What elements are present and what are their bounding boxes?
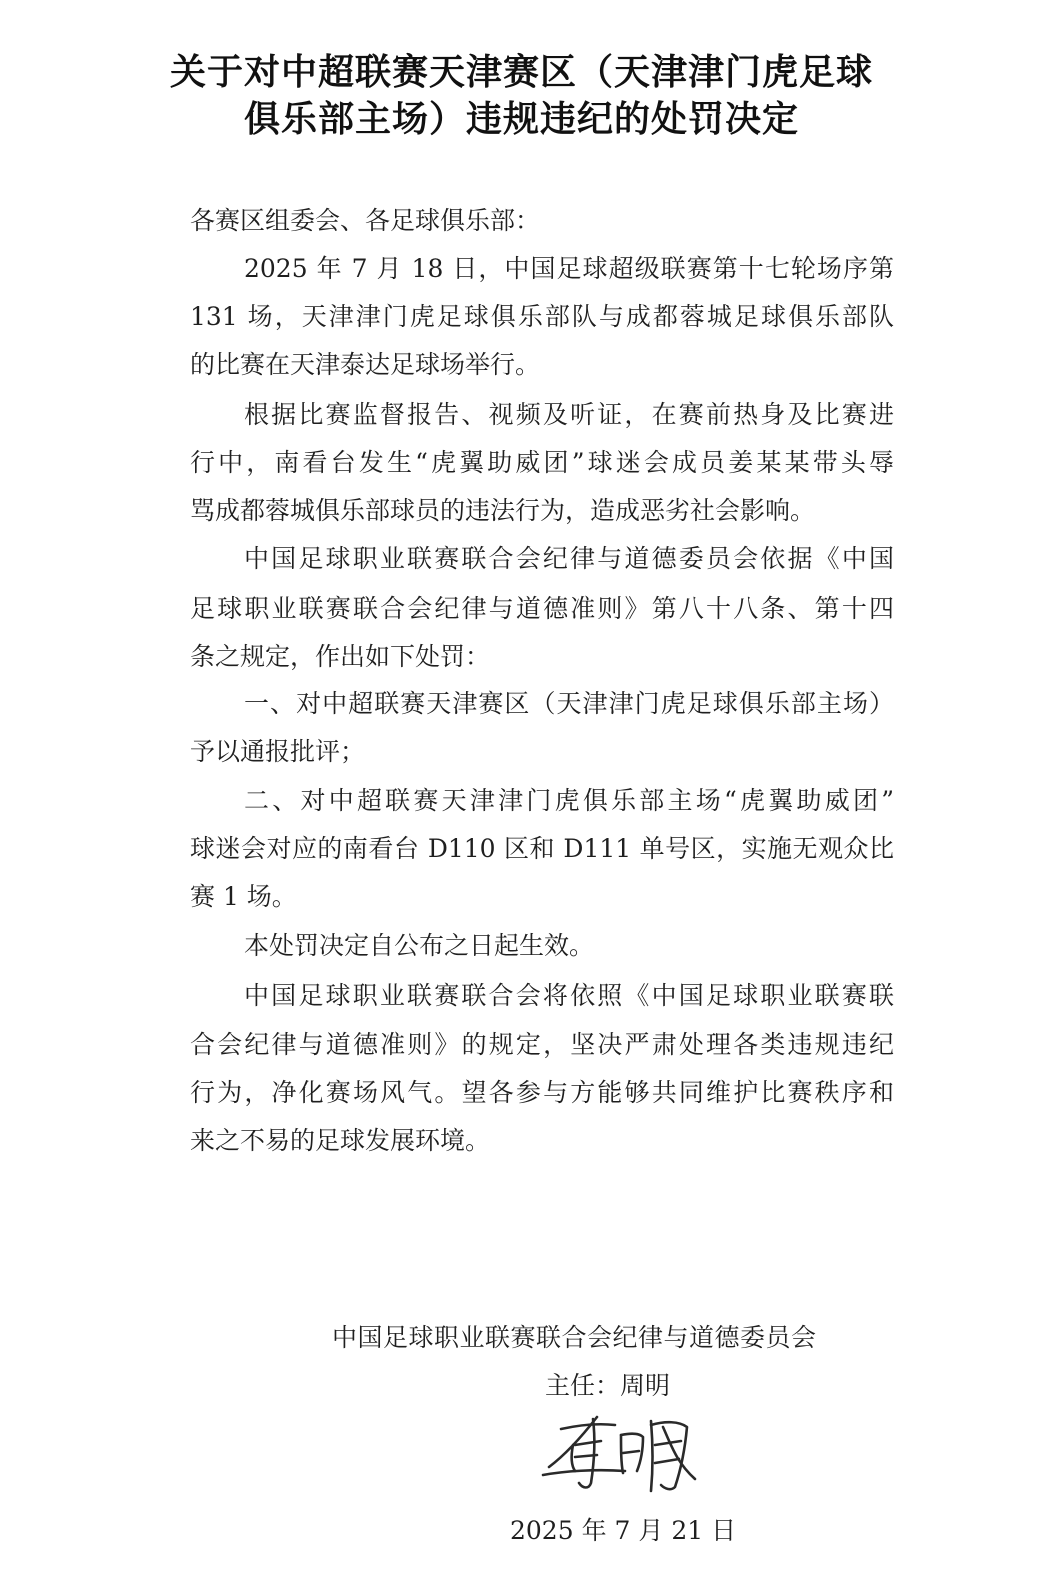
- document-title-line-1: 关于对中超联赛天津赛区（天津津门虎足球: [169, 51, 873, 93]
- body-line: 行为，净化赛场风气。望各参与方能够共同维护比赛秩序和: [190, 1078, 894, 1107]
- body-line: 131 场，天津津门虎足球俱乐部队与成都蓉城足球俱乐部队: [190, 302, 894, 331]
- body-line: 合会纪律与道德准则》的规定，坚决严肃处理各类违规违纪: [190, 1030, 894, 1059]
- body-line: 赛 1 场。: [190, 882, 297, 911]
- body-line: 球迷会对应的南看台 D110 区和 D111 单号区，实施无观众比: [190, 834, 894, 863]
- document-date: 2025 年 7 月 21 日: [510, 1516, 737, 1545]
- body-line: 予以通报批评；: [190, 737, 366, 766]
- body-line: 的比赛在天津泰达足球场举行。: [190, 350, 541, 379]
- issuing-committee: 中国足球职业联赛联合会纪律与道德委员会: [332, 1323, 817, 1352]
- body-line: 来之不易的足球发展环境。: [190, 1126, 491, 1155]
- body-line: 条之规定，作出如下处罚：: [190, 642, 491, 671]
- body-line: 中国足球职业联赛联合会将依照《中国足球职业联赛联: [244, 981, 894, 1010]
- body-line: 根据比赛监督报告、视频及听证，在赛前热身及比赛进: [244, 400, 894, 429]
- body-line: 骂成都蓉城俱乐部球员的违法行为，造成恶劣社会影响。: [190, 496, 816, 525]
- director-name: 主任：周明: [545, 1371, 671, 1400]
- document-title-line-2: 俱乐部主场）违规违纪的处罚决定: [243, 98, 799, 140]
- body-line: 2025 年 7 月 18 日，中国足球超级联赛第十七轮场序第: [244, 254, 894, 283]
- body-line: 行中，南看台发生“虎翼助威团”球迷会成员姜某某带头辱: [190, 448, 894, 477]
- salutation: 各赛区组委会、各足球俱乐部：: [190, 206, 541, 235]
- body-line: 二、对中超联赛天津津门虎俱乐部主场“虎翼助威团”: [244, 786, 894, 815]
- body-line: 足球职业联赛联合会纪律与道德准则》第八十八条、第十四: [190, 594, 894, 623]
- body-line: 一、对中超联赛天津赛区（天津津门虎足球俱乐部主场）: [244, 689, 894, 718]
- body-line: 本处罚决定自公布之日起生效。: [244, 931, 595, 960]
- handwritten-signature: [535, 1405, 705, 1495]
- body-line: 中国足球职业联赛联合会纪律与道德委员会依据《中国: [244, 544, 894, 573]
